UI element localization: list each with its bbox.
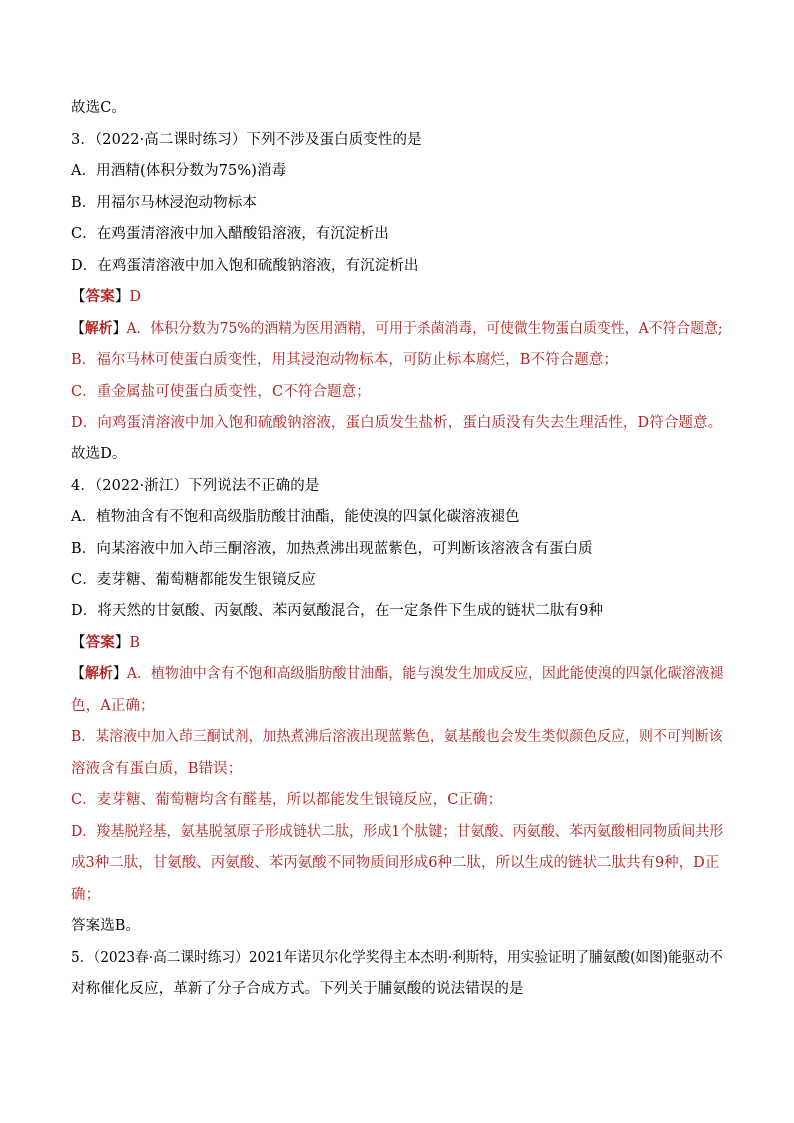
text-line (71, 916, 723, 936)
line-text: 故选D。 (71, 446, 127, 462)
analysis-text-line (71, 696, 723, 716)
answer-line (71, 287, 723, 307)
bracket-open: 【 (71, 289, 86, 305)
answer-label: 答案 (85, 288, 115, 305)
line-text: 溶液含有蛋白质，B错误； (71, 761, 243, 777)
bracket-close: 】 (112, 321, 127, 337)
line-text: 答案选B。 (71, 918, 141, 934)
bracket-open: 【 (71, 635, 86, 651)
bracket-close: 】 (112, 666, 127, 682)
text-line (71, 948, 723, 968)
analysis-text-line (71, 885, 723, 905)
text-line (71, 601, 723, 621)
line-text: B．用福尔马林浸泡动物标本 (71, 195, 257, 211)
line-text: 对称催化反应，革新了分子合成方式。下列关于脯氨酸的说法错误的是 (71, 981, 524, 997)
line-text: D．羧基脱羟基，氨基脱氢原子形成链状二肽，形成1个肽键；甘氨酸、丙氨酸、苯丙氨酸相同物质间共形 (71, 824, 724, 840)
line-text: 色，A正确； (71, 698, 155, 714)
line-text: A．用酒精(体积分数为75%)消毒 (71, 163, 287, 179)
line-text: C．在鸡蛋清溶液中加入醋酸铅溶液，有沉淀析出 (71, 226, 389, 242)
analysis-text: A．植物油中含有不饱和高级脂肪酸甘油酯，能与溴发生加成反应，因此能使溴的四氯化碳溶液褪 (126, 666, 724, 682)
analysis-line (71, 664, 724, 684)
bracket-open: 【 (71, 321, 85, 337)
line-text: C．麦芽糖、葡萄糖都能发生银镜反应 (71, 572, 316, 588)
answer-text: D (129, 289, 142, 305)
text-line (71, 98, 723, 118)
line-text: D．在鸡蛋清溶液中加入饱和硫酸钠溶液，有沉淀析出 (71, 258, 419, 274)
line-text: 故选C。 (71, 100, 126, 116)
text-line (71, 570, 723, 590)
analysis-text: A．体积分数为75%的酒精为医用酒精，可用于杀菌消毒，可使微生物蛋白质变性，A不符合题意; (126, 321, 723, 337)
line-text: C．麦芽糖、葡萄糖均含有醛基，所以都能发生银镜反应，C正确； (71, 792, 503, 808)
line-text: C．重金属盐可使蛋白质变性，C不符合题意； (71, 384, 371, 400)
line-text: 确； (71, 887, 101, 903)
line-text: 3．（2022·高二课时练习）下列不涉及蛋白质变性的是 (71, 132, 422, 148)
analysis-text-line (71, 727, 723, 747)
text-line (71, 444, 723, 464)
line-text: B．向某溶液中加入茚三酮溶液，加热煮沸出现蓝紫色，可判断该溶液含有蛋白质 (71, 541, 593, 557)
line-text: B．福尔马林可使蛋白质变性，用其浸泡动物标本，可防止标本腐烂，B不符合题意； (71, 352, 619, 368)
text-line (71, 224, 723, 244)
text-line (71, 476, 723, 496)
line-text: 4．（2022·浙江）下列说法不正确的是 (71, 478, 320, 494)
text-line (71, 507, 723, 527)
text-line (71, 130, 723, 150)
analysis-text-line (71, 350, 723, 370)
analysis-text-line (71, 759, 723, 779)
answer-text: B (129, 635, 141, 651)
text-line (71, 193, 723, 213)
bracket-close: 】 (114, 635, 130, 651)
text-line (71, 256, 723, 276)
text-line (71, 539, 723, 559)
line-text: 成3种二肽，甘氨酸、丙氨酸、苯丙氨酸不同物质间形成6种二肽，所以生成的链状二肽共有9种，D正 (71, 855, 720, 871)
answer-label: 答案 (85, 634, 115, 651)
line-text: A．植物油含有不饱和高级脂肪酸甘油酯，能使溴的四氯化碳溶液褪色 (71, 509, 520, 525)
bracket-open: 【 (71, 666, 85, 682)
analysis-label: 解析 (84, 665, 113, 682)
line-text: D．将天然的甘氨酸、丙氨酸、苯丙氨酸混合，在一定条件下生成的链状二肽有9种 (71, 603, 604, 619)
text-line (71, 979, 723, 999)
analysis-label: 解析 (84, 320, 113, 337)
analysis-text-line (71, 822, 724, 842)
analysis-text-line (71, 413, 723, 433)
analysis-text-line (71, 790, 723, 810)
answer-line (71, 633, 723, 653)
text-line (71, 161, 723, 181)
line-text: D．向鸡蛋清溶液中加入饱和硫酸钠溶液，蛋白质发生盐析，蛋白质没有失去生理活性，D符合题意。 (71, 415, 723, 431)
bracket-close: 】 (114, 289, 130, 305)
line-text: 5．（2023春·高二课时练习）2021年诺贝尔化学奖得主本杰明·利斯特，用实验证明了脯氨酸(如图)能驱动不 (71, 950, 723, 966)
analysis-text-line (71, 382, 723, 402)
analysis-line (71, 319, 723, 339)
line-text: B．某溶液中加入茚三酮试剂，加热煮沸后溶液出现蓝紫色，氨基酸也会发生类似颜色反应，则不可判断该 (71, 729, 723, 745)
analysis-text-line (71, 853, 723, 873)
